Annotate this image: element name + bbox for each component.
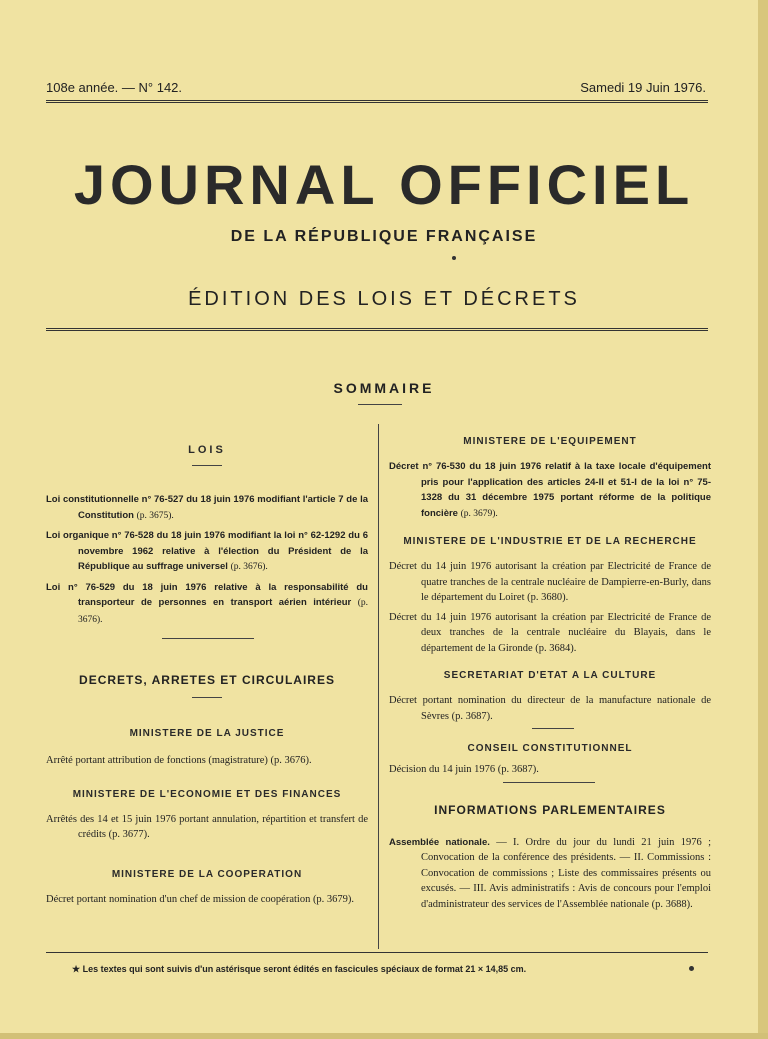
justice-entry: Arrêté portant attribution de fonctions (magistrature) (p. 3676). bbox=[46, 755, 312, 766]
lois-heading: LOIS bbox=[188, 444, 226, 456]
footnote: ★ Les textes qui sont suivis d'un astérisque seront édités en fascicules spéciaux de format 21 × 14,85 cm. bbox=[72, 964, 527, 974]
cooperation-heading: MINISTERE DE LA COOPERATION bbox=[111, 868, 303, 880]
ornament-dot bbox=[452, 256, 456, 260]
header-rule bbox=[46, 100, 708, 103]
industrie-heading: MINISTERE DE L'INDUSTRIE ET DE LA RECHERCHE bbox=[403, 536, 697, 547]
justice-heading: MINISTERE DE LA JUSTICE bbox=[129, 728, 285, 739]
industrie-entry: Décret du 14 juin 1976 autorisant la création par Electricité de France de quatre tranches de la centrale nucléaire de Dampierre-en-Burly, dans le département du Loiret (p. 3680). bbox=[389, 561, 711, 603]
conseil-heading: CONSEIL CONSTITUTIONNEL bbox=[467, 743, 633, 754]
equipement-heading: MINISTERE DE L'EQUIPEMENT bbox=[463, 436, 637, 447]
masthead-rule bbox=[46, 328, 708, 331]
list-item: Loi constitutionnelle n° 76-527 du 18 juin 1976 modifiant l'article 7 de la Constitution (p. 3675). bbox=[46, 494, 368, 521]
list-item: Loi n° 76-529 du 18 juin 1976 relative à la responsabilité du transporteur de personnes en transport aérien intérieur (p. 3676). bbox=[46, 581, 369, 625]
issue-number: 108e année. — N° 142. bbox=[46, 80, 183, 95]
economie-heading: MINISTERE DE L'ECONOMIE ET DES FINANCES bbox=[72, 788, 342, 800]
page-edge-bottom bbox=[0, 1033, 768, 1039]
right-column bbox=[389, 436, 711, 912]
info-heading: INFORMATIONS PARLEMENTAIRES bbox=[434, 802, 666, 817]
industrie-entry: Décret du 14 juin 1976 autorisant la création par Electricité de France de deux tranches de la centrale nucléaire du Blayais, dans le département de la Gironde (p. 3684). bbox=[389, 611, 711, 654]
list-item: Loi organique n° 76-528 du 18 juin 1976 modifiant la loi n° 62-1292 du 6 novembre 1962 relative à l'élection du Président de la République au suffrage universel (p. 3676). bbox=[46, 530, 368, 572]
footer-rule bbox=[46, 952, 708, 954]
culture-entry: Décret portant nomination du directeur de la manufacture nationale de Sèvres (p. 3687). bbox=[389, 695, 711, 722]
section-separator bbox=[162, 638, 254, 639]
decrets-heading: DECRETS, ARRETES ET CIRCULAIRES bbox=[79, 673, 335, 687]
heading-underline bbox=[192, 465, 222, 466]
issue-date: Samedi 19 Juin 1976. bbox=[580, 80, 706, 95]
conseil-entry: Décision du 14 juin 1976 (p. 3687). bbox=[389, 764, 539, 775]
cooperation-entry: Décret portant nomination d'un chef de mission de coopération (p. 3679). bbox=[46, 893, 355, 905]
footnote-dot bbox=[689, 966, 694, 971]
assemblee-entry: Assemblée nationale. — I. Ordre du jour du lundi 21 juin 1976 ; Convocation de la conférence des présidents. — II. Commissions : Convocation de commissions ; Liste des commissaires présents ou excusés. — III. Avis administratifs : Avis de concours pour l'emploi d'administrateur des services de l'Assemblée nationale (p. 3688). bbox=[389, 836, 711, 910]
edition-title: ÉDITION DES LOIS ET DÉCRETS bbox=[188, 288, 580, 310]
page-title: JOURNAL OFFICIEL bbox=[73, 153, 695, 216]
column-divider bbox=[378, 424, 379, 949]
section-separator bbox=[503, 782, 595, 783]
heading-underline bbox=[192, 697, 222, 698]
left-column bbox=[46, 444, 368, 907]
equipement-entry: Décret n° 76-530 du 18 juin 1976 relatif à la taxe locale d'équipement pris pour l'application des articles 24-II et 51-I de la loi n° 75-1328 du 31 décembre 1975 portant réforme de la politique foncière (p. 3679). bbox=[389, 461, 711, 519]
economie-entry: Arrêtés des 14 et 15 juin 1976 portant annulation, répartition et transfert de crédits (p. 3677). bbox=[46, 813, 368, 840]
page-subtitle: DE LA RÉPUBLIQUE FRANÇAISE bbox=[230, 228, 538, 245]
sommaire-underline bbox=[358, 404, 402, 405]
section-separator bbox=[532, 728, 574, 729]
sommaire-heading: SOMMAIRE bbox=[333, 380, 435, 396]
culture-heading: SECRETARIAT D'ETAT A LA CULTURE bbox=[443, 670, 657, 681]
lois-list bbox=[46, 492, 368, 628]
